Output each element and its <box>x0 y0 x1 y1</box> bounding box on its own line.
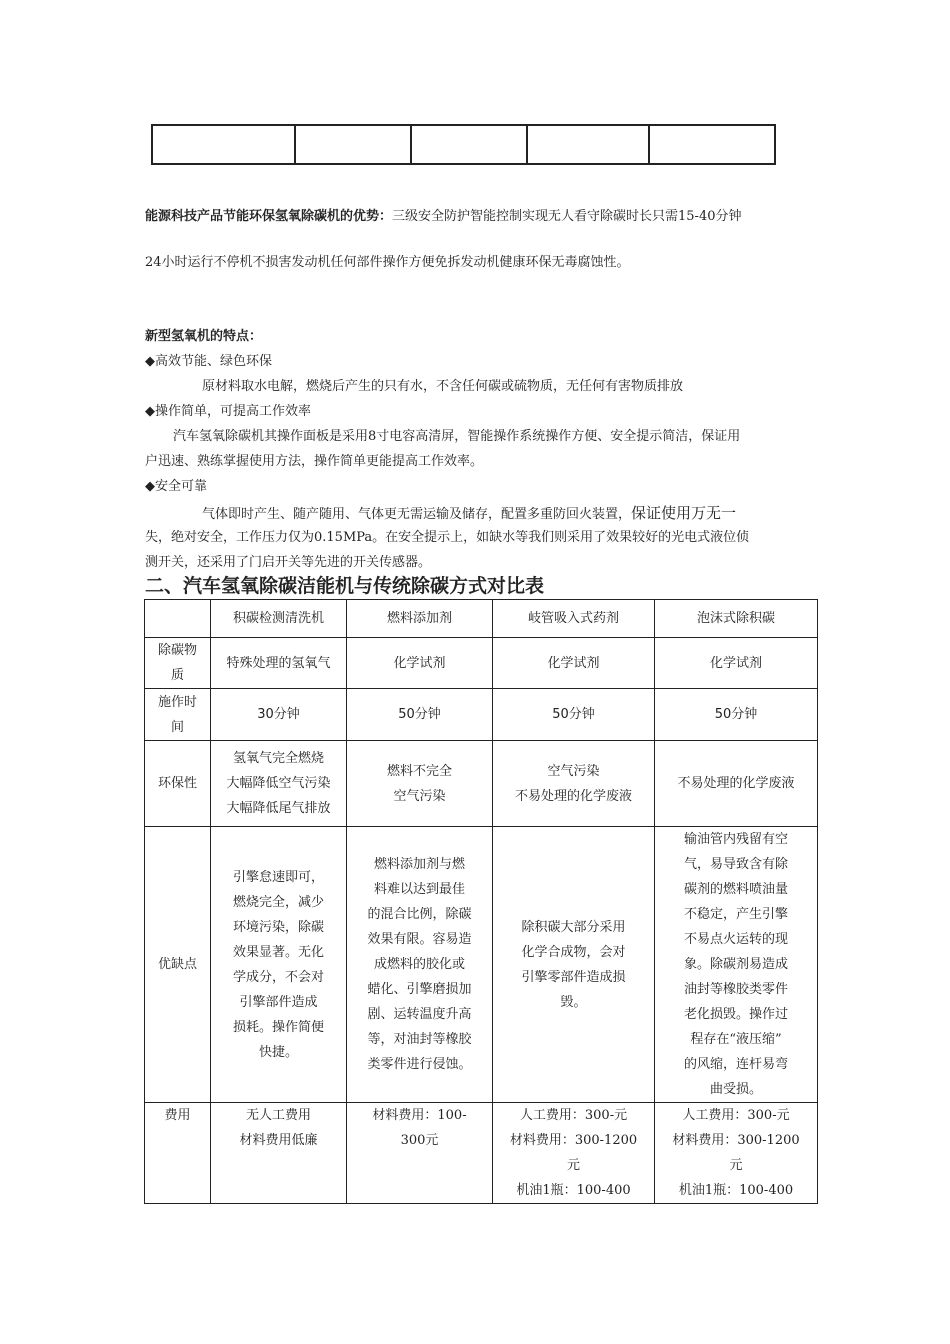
table-cell: 50分钟 <box>493 689 655 741</box>
table-cell <box>347 741 493 827</box>
empty-cell <box>411 125 527 164</box>
column-header: 积碳检测清洗机 <box>211 600 347 638</box>
corner-cell <box>145 600 211 638</box>
table-row <box>145 1103 818 1204</box>
cell-line: 输油管内残留有空 <box>683 832 788 847</box>
cell-line: 毁。 <box>560 994 587 1010</box>
column-header: 泡沫式除积碳 <box>655 600 818 638</box>
table-cell <box>493 827 655 1103</box>
table-cell <box>211 741 347 827</box>
cell-line: 的风缩，连杆易弯 <box>683 1057 788 1072</box>
cell-line: 空气污染 <box>393 788 446 804</box>
cell-line: 料难以达到最佳 <box>373 882 465 897</box>
table-cell: 50分钟 <box>347 689 493 741</box>
cell-line: 引擎零部件造成损 <box>521 969 626 985</box>
table-cell: 30分钟 <box>211 689 347 741</box>
cell-line: 机油1瓶：100-400 <box>678 1183 794 1198</box>
table-cell <box>211 1103 347 1204</box>
cell-line: 快捷。 <box>258 1044 298 1060</box>
cell-line: 程存在“液压缩” <box>690 1032 782 1047</box>
cell-line: 机油1瓶：100-400 <box>516 1183 631 1198</box>
table-cell <box>347 827 493 1103</box>
table-cell <box>493 1103 655 1204</box>
cell-line: 损耗。操作简便 <box>232 1019 324 1035</box>
cell-line: 化学合成物，会对 <box>521 944 626 960</box>
empty-cell <box>295 125 411 164</box>
table-cell: 化学试剂 <box>655 638 818 689</box>
cell-line: 老化损毁。操作过 <box>683 1007 788 1022</box>
cell-line: 象。除碳剂易造成 <box>683 957 788 972</box>
row-label: 费用 <box>145 1103 211 1204</box>
cell-line: 剧、运转温度升高 <box>367 1007 472 1022</box>
cell-line: 效果显著。无化 <box>232 944 324 960</box>
row-label-line: 施作时 <box>157 694 197 710</box>
cell-line: 蜡化、引擎磨损加 <box>367 982 472 997</box>
table-cell: 特殊处理的氢氧气 <box>211 638 347 689</box>
table-row <box>145 827 818 1103</box>
feature2-text-line1: 汽车氢氧除碳机其操作面板是采用8寸电容高清屏，智能操作系统操作方便、安全提示简洁，保证用 <box>173 429 741 444</box>
cell-line: 大幅降低尾气排放 <box>226 801 331 816</box>
cell-line: 不易处理的化学废液 <box>514 788 632 804</box>
cell-line: 气，易导致含有除 <box>683 857 788 872</box>
row-label-line: 间 <box>170 719 184 735</box>
cell-line: 氢氧气完全燃烧 <box>232 751 324 766</box>
cell-line: 材料费用低廉 <box>239 1133 318 1148</box>
empty-cell <box>527 125 649 164</box>
column-header: 燃料添加剂 <box>347 600 493 638</box>
column-header: 岐管吸入式药剂 <box>493 600 655 638</box>
empty-cell <box>649 125 775 164</box>
comparison-table <box>144 599 818 1204</box>
row-label <box>145 638 211 689</box>
cell-line: 燃料不完全 <box>386 763 452 779</box>
comparison-heading: 二、汽车氢氧除碳洁能机与传统除碳方式对比表 <box>145 575 545 597</box>
cell-line: 不稳定，产生引擎 <box>683 907 788 922</box>
advantages-text: 三级安全防护智能控制实现无人看守除碳时长只需15-40分钟 <box>392 209 742 224</box>
table-cell <box>211 827 347 1103</box>
cell-line: 除积碳大部分采用 <box>521 919 626 935</box>
table-cell <box>493 741 655 827</box>
cell-line: 人工费用：300-元 <box>519 1108 628 1123</box>
feature3-text-line1 <box>202 503 736 525</box>
table-cell <box>655 827 818 1103</box>
feature3-text-line1b: 保证使用万无一 <box>631 504 737 522</box>
cell-line: 类零件进行侵蚀。 <box>367 1057 472 1072</box>
feature1-text: 原材料取水电解，燃烧后产生的只有水，不含任何碳或硫物质，无任何有害物质排放 <box>202 379 684 394</box>
feature1-title: ◆高效节能、绿色环保 <box>145 354 272 369</box>
table-row <box>145 689 818 741</box>
feature3-text-line3: 测开关，还采用了门启开关等先进的开关传感器。 <box>145 555 432 570</box>
cell-line: 材料费用：100- <box>372 1108 467 1123</box>
row-label-line: 除碳物 <box>157 643 197 658</box>
cell-line: 成燃料的胶化或 <box>373 957 465 972</box>
feature3-text-line1a: 气体即时产生、随产随用、气体更无需运输及储存，配置多重防回火装置， <box>202 507 632 522</box>
cell-line: 人工费用：300-元 <box>682 1108 790 1123</box>
features-title: 新型氢氧机的特点： <box>145 329 263 344</box>
table-row <box>145 741 818 827</box>
header-row <box>145 600 818 638</box>
cell-line: 油封等橡胶类零件 <box>683 982 788 997</box>
advantages-text-line2: 24小时运行不停机不损害发动机任何部件操作方便免拆发动机健康环保无毒腐蚀性。 <box>145 255 630 270</box>
feature3-text-line2: 失，绝对安全，工作压力仅为0.15MPa。在安全提示上，如缺水等我们则采用了效果较好的光电式液位侦 <box>145 530 750 545</box>
empty-cell <box>152 125 295 164</box>
cell-line: 不易点火运转的现 <box>683 932 788 947</box>
cell-line: 学成分，不会对 <box>232 969 324 985</box>
cell-line: 引擎怠速即可， <box>232 869 324 885</box>
row-label <box>145 689 211 741</box>
table-row <box>145 638 818 689</box>
cell-line: 引擎部件造成 <box>239 994 318 1010</box>
cell-line: 效果有限。容易造 <box>367 932 472 947</box>
row-label: 环保性 <box>145 741 211 827</box>
cell-line: 元 <box>566 1158 580 1173</box>
cell-line: 碳剂的燃料喷油量 <box>683 882 788 897</box>
row-label-line: 质 <box>170 668 184 683</box>
table-cell: 化学试剂 <box>347 638 493 689</box>
row-label: 优缺点 <box>145 827 211 1103</box>
feature2-text-line2: 户迅速、熟练掌握使用方法，操作简单更能提高工作效率。 <box>145 454 484 469</box>
cell-line: 环境污染，除碳 <box>232 919 324 935</box>
cell-line: 燃烧完全，减少 <box>232 894 324 910</box>
cell-line: 空气污染 <box>547 763 600 779</box>
cell-line: 材料费用：300-1200 <box>509 1133 638 1148</box>
table-cell <box>655 1103 818 1204</box>
empty-header-table <box>151 124 776 165</box>
cell-line: 300元 <box>400 1133 439 1148</box>
cell-line: 元 <box>729 1158 743 1173</box>
table-cell: 50分钟 <box>655 689 818 741</box>
feature2-title: ◆操作简单，可提高工作效率 <box>145 404 311 419</box>
cell-line: 燃料添加剂与燃 <box>373 857 465 872</box>
cell-line: 材料费用：300-1200 <box>672 1133 800 1148</box>
cell-line: 无人工费用 <box>245 1108 311 1123</box>
advantages-label: 能源科技产品节能环保氢氧除碳机的优势： <box>145 209 393 224</box>
cell-line: 的混合比例，除碳 <box>367 907 472 922</box>
cell-line: 大幅降低空气污染 <box>226 776 331 791</box>
table-cell <box>347 1103 493 1204</box>
feature3-title: ◆安全可靠 <box>145 479 207 494</box>
cell-line: 等，对油封等橡胶 <box>367 1032 472 1047</box>
table-cell: 不易处理的化学废液 <box>655 741 818 827</box>
advantages-paragraph <box>145 207 742 227</box>
cell-line: 曲受损。 <box>709 1082 762 1097</box>
table-cell: 化学试剂 <box>493 638 655 689</box>
